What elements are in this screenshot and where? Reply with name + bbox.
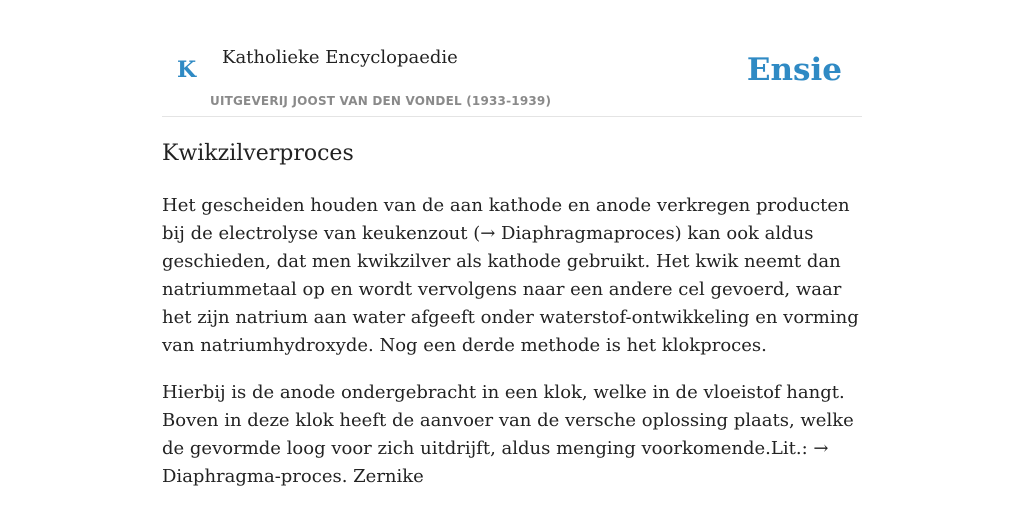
site-title[interactable]: Katholieke Encyclopaedie: [222, 47, 458, 68]
article-paragraph: Het gescheiden houden van de aan kathode en anode verkregen producten bij de electrolyse van keukenzout (→ Diaphragmaproces) kan ook aldus geschieden, dat men kwikzilver als kathode gebruikt. Het kwik neemt dan natriummetaal op en wordt vervolgens naar een andere cel gevoerd, waar het zijn natrium aan water afgeeft onder waterstof-ontwikkeling en vorming van natriumhydroxyde. Nog een derde methode is het klokproces.: [162, 195, 859, 356]
publisher-subtitle: UITGEVERIJ JOOST VAN DEN VONDEL (1933-1939): [210, 94, 552, 108]
site-header: [162, 0, 862, 117]
article-title: Kwikzilverproces: [162, 141, 354, 166]
site-logo[interactable]: K: [177, 57, 197, 83]
article-paragraph: Hierbij is de anode ondergebracht in een klok, welke in de vloeistof hangt. Boven in deze klok heeft de aanvoer van de versche oplossing plaats, welke de gevormde loog voor zich uitdrijft, aldus menging voorkomende.Lit.: → Diaphragma-proces. Zernike: [162, 382, 854, 487]
article: [162, 138, 862, 491]
ensie-brand-link[interactable]: Ensie: [746, 52, 842, 88]
